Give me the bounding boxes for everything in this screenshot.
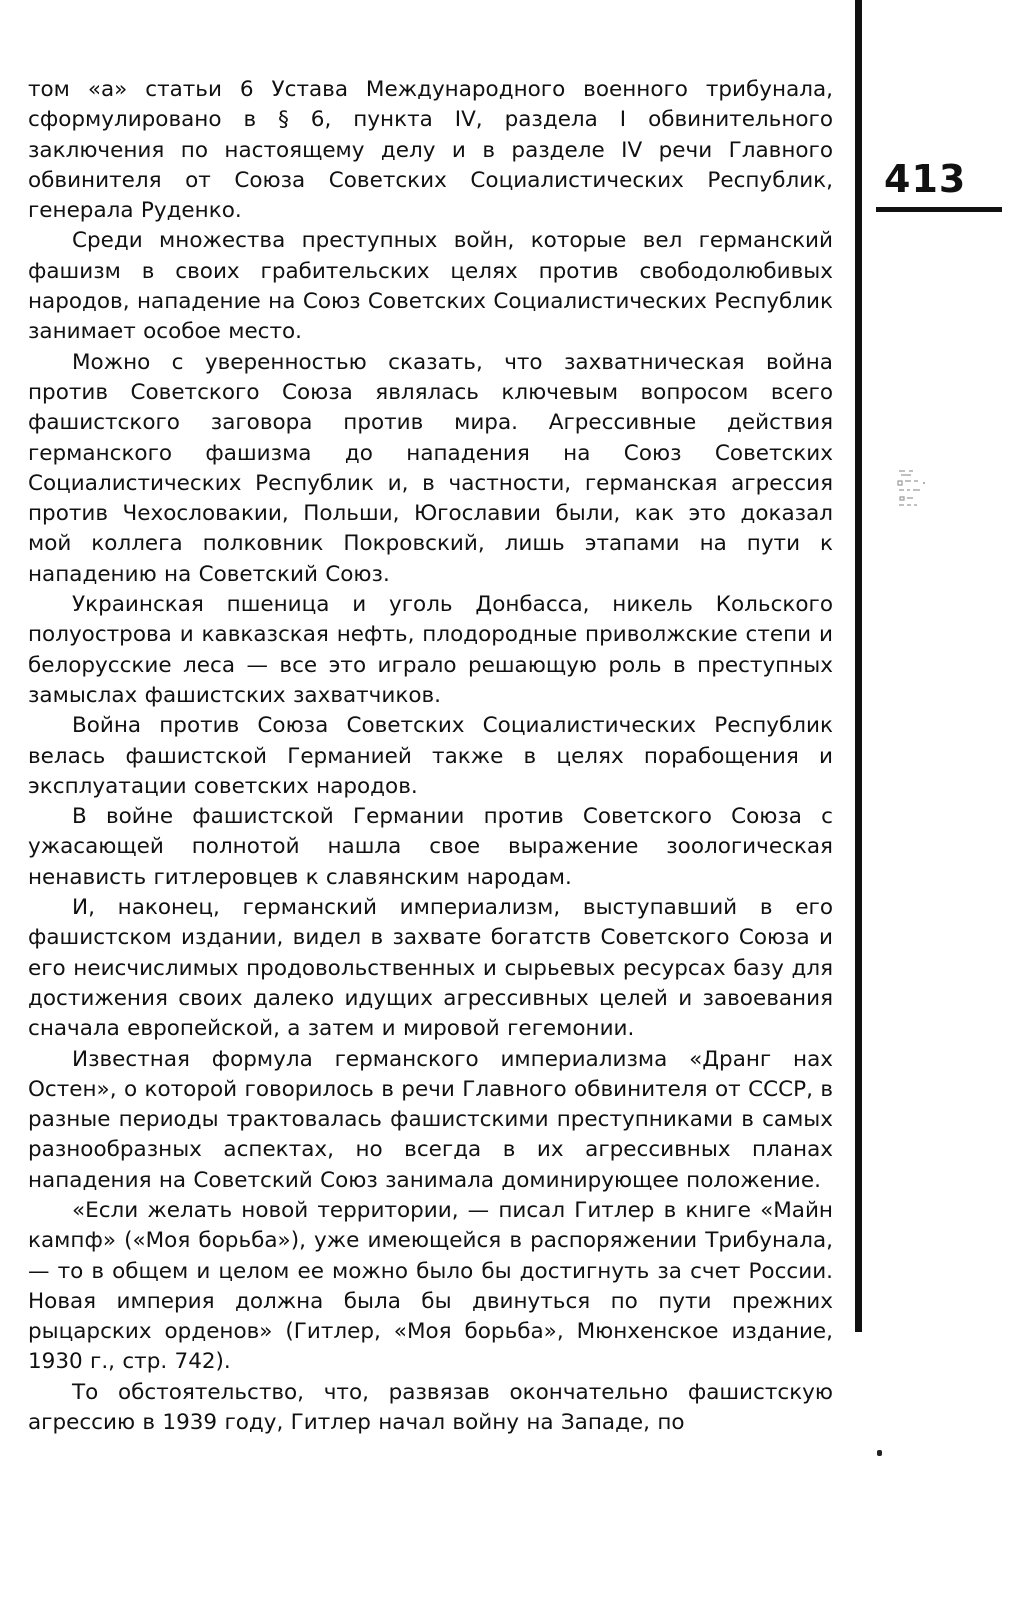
body-text xyxy=(28,75,833,1438)
page-number-underline xyxy=(876,207,1002,212)
paragraph-6: В войне фашистской Германии против Советского Союза с ужасающей полнотой нашла свое выражение зоологическая ненависть гитлеровцев к славянским народам. xyxy=(28,804,833,890)
vertical-rule xyxy=(855,0,862,1332)
paragraph-8: Известная формула германского империализма «Дранг нах Остен», о которой говорилось в речи Главного обвинителя от СССР, в разные периоды трактовалась фашистскими преступниками в самых разнообразных аспектах, но всегда в их агрессивных планах нападения на Советский Союз занимала доминирующее положение. xyxy=(28,1046,833,1193)
print-speck xyxy=(877,1450,882,1456)
paragraph-5: Война против Союза Советских Социалистических Республик велась фашистской Германией также в целях порабощения и эксплуатации советских народов. xyxy=(28,713,833,799)
paragraph-7: И, наконец, германский империализм, выступавший в его фашистском издании, видел в захвате богатств Советского Союза и его неисчислимых продовольственных и сырьевых ресурсах базу для достижения своих далеко идущих агрессивных целей и завоевания сначала европейской, а затем и мировой гегемонии. xyxy=(28,895,833,1042)
library-stamp-icon xyxy=(893,468,927,512)
page-number: 413 xyxy=(884,157,967,201)
paragraph-3: Можно с уверенностью сказать, что захватническая война против Советского Союза являлась ключевым вопросом всего фашистского заговора против мира. Агрессивные действия германского фашизма до нападения на Союз Советских Социалистических Республик и, в частности, германская агрессия против Чехословакии, Польши, Югославии были, как это доказал мой коллега полковник Покровский, лишь этапами на пути к нападению на Советский Союз. xyxy=(28,349,833,587)
paragraph-9: «Если желать новой территории, — писал Гитлер в книге «Майн кампф» («Моя борьба»), уже имеющейся в распоряжении Трибунала, — то в общем и целом ее можно было бы достигнуть за счет России. Новая империя должна была бы двинуться по пути прежних рыцарских орденов» (Гитлер, «Моя борьба», Мюнхенское издание, 1930 г., стр. 742). xyxy=(28,1197,833,1375)
paragraph-4: Украинская пшеница и уголь Донбасса, никель Кольского полуострова и кавказская нефть, плодородные приволжские степи и белорусские леса — все это играло решающую роль в преступных замыслах фашистских захватчиков. xyxy=(28,592,833,708)
paragraph-2: Среди множества преступных войн, которые вел германский фашизм в своих грабительских целях против свободолюбивых народов, нападение на Союз Советских Социалистических Республик занимает особое место. xyxy=(28,228,833,345)
paragraph-10: То обстоятельство, что, развязав окончательно фашистскую агрессию в 1939 году, Гитлер начал войну на Западе, по xyxy=(28,1379,833,1436)
paragraph-1: том «а» статьи 6 Устава Международного военного трибунала, сформулировано в § 6, пункта IV, раздела I обвинительного заключения по настоящему делу и в разделе IV речи Главного обвинителя от Союза Советских Социалистических Республик, генерала Руденко. xyxy=(28,77,833,224)
